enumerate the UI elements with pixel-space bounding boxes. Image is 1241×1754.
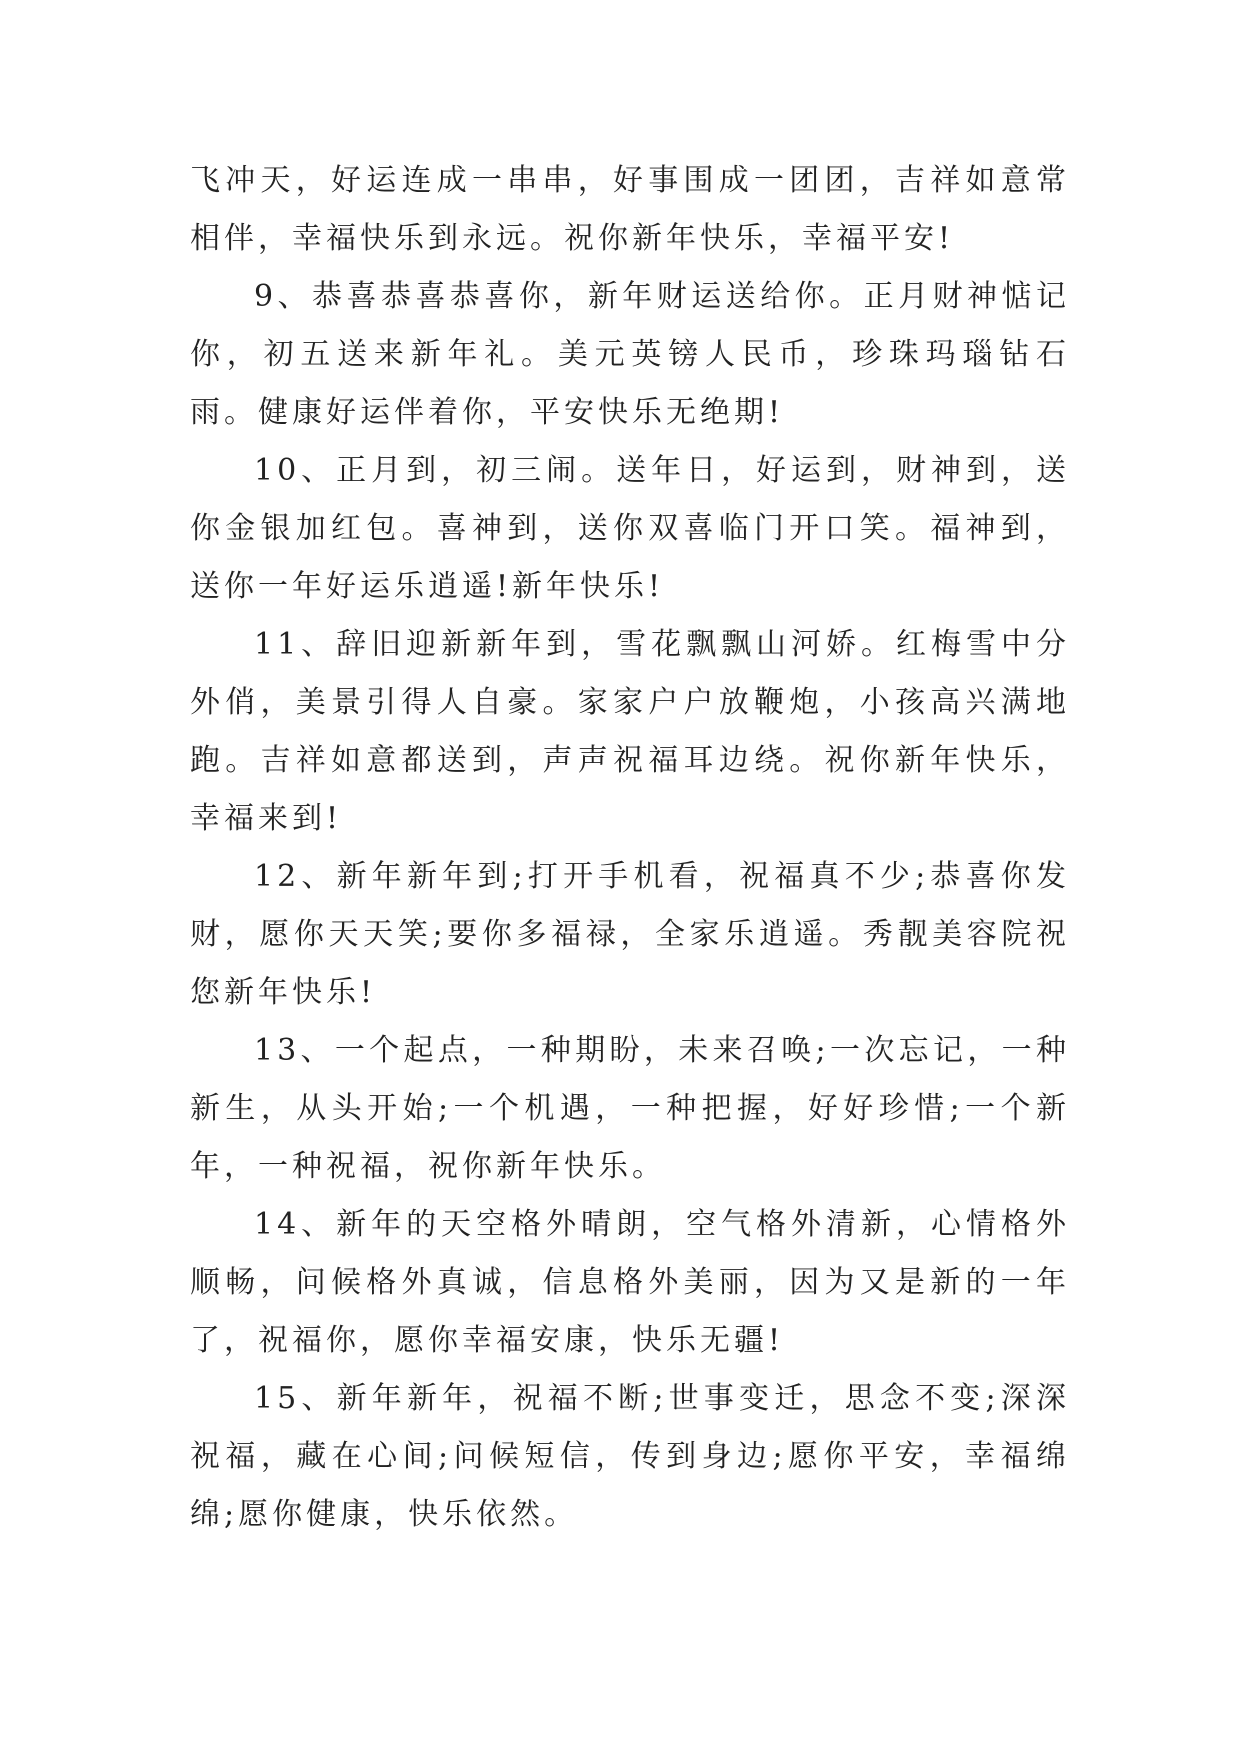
- paragraph-item-9: 9、恭喜恭喜恭喜你，新年财运送给你。正月财神惦记你，初五送来新年礼。美元英镑人民币，珍珠玛瑙钻石雨。健康好运伴着你，平安快乐无绝期!: [190, 279, 1070, 430]
- paragraph-continuation: 飞冲天，好运连成一串串，好事围成一团团，吉祥如意常相伴，幸福快乐到永远。祝你新年快乐，幸福平安!: [190, 163, 1070, 256]
- paragraph-item-14: 14、新年的天空格外晴朗，空气格外清新，心情格外顺畅，问候格外真诚，信息格外美丽，因为又是新的一年了，祝福你，愿你幸福安康，快乐无疆!: [190, 1207, 1070, 1358]
- paragraph-item-12: 12、新年新年到;打开手机看，祝福真不少;恭喜你发财，愿你天天笑;要你多福禄，全家乐逍遥。秀靓美容院祝您新年快乐!: [190, 859, 1070, 1010]
- document-body: [190, 152, 1070, 1544]
- paragraph-item-13: 13、一个起点，一种期盼，未来召唤;一次忘记，一种新生，从头开始;一个机遇，一种把握，好好珍惜;一个新年，一种祝福，祝你新年快乐。: [190, 1033, 1070, 1184]
- paragraph-item-10: 10、正月到，初三闹。送年日，好运到，财神到，送你金银加红包。喜神到，送你双喜临门开口笑。福神到，送你一年好运乐逍遥!新年快乐!: [190, 453, 1070, 604]
- paragraph-item-15: 15、新年新年，祝福不断;世事变迁，思念不变;深深祝福，藏在心间;问候短信，传到身边;愿你平安，幸福绵绵;愿你健康，快乐依然。: [190, 1381, 1070, 1532]
- paragraph-item-11: 11、辞旧迎新新年到，雪花飘飘山河娇。红梅雪中分外俏，美景引得人自豪。家家户户放鞭炮，小孩高兴满地跑。吉祥如意都送到，声声祝福耳边绕。祝你新年快乐，幸福来到!: [190, 627, 1070, 836]
